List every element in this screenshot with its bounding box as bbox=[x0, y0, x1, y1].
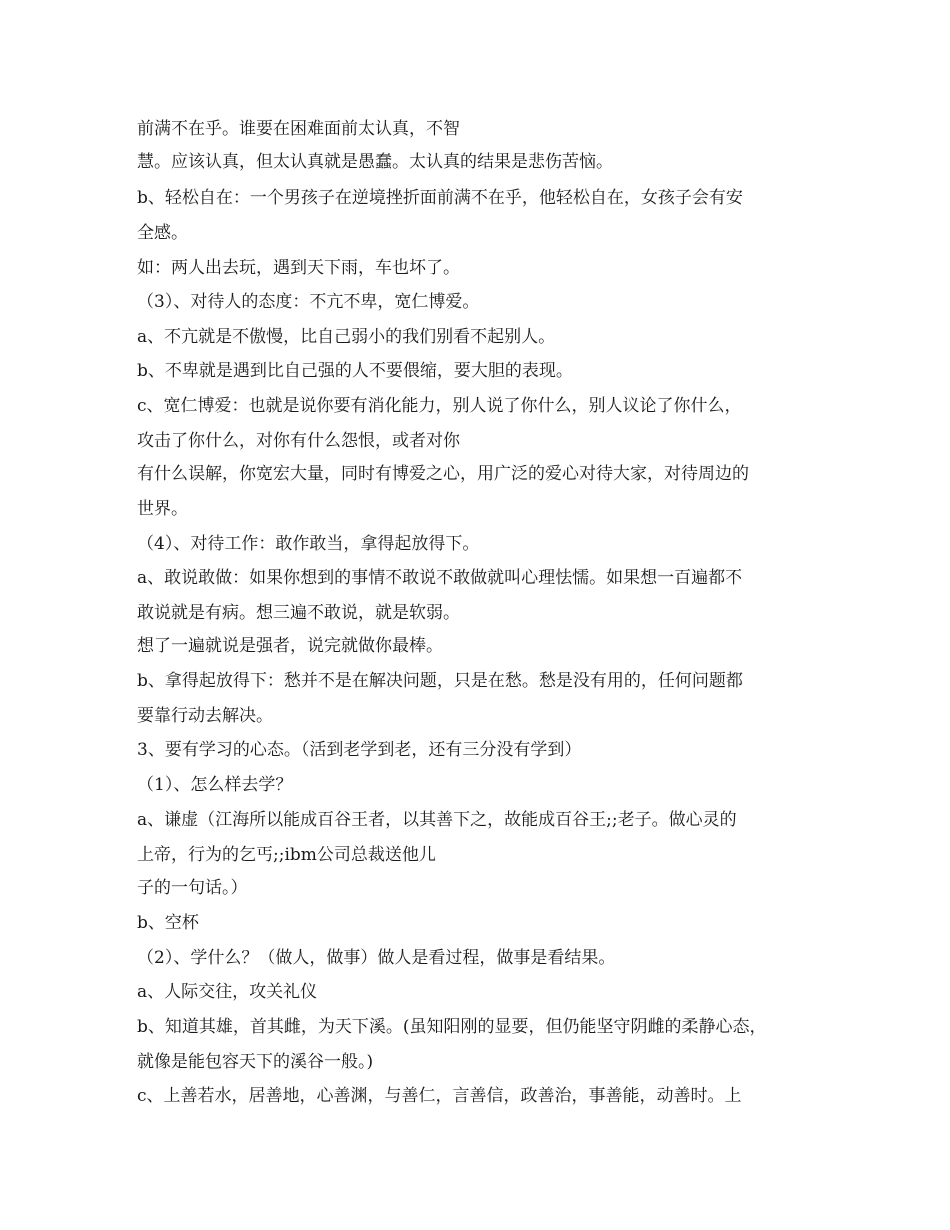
text-line: b、不卑就是遇到比自己强的人不要偎缩，要大胆的表现。 bbox=[137, 361, 573, 381]
text-line: （4）、对待工作：敢作敢当，拿得起放得下。 bbox=[137, 534, 480, 554]
text-line: b、知道其雄，首其雌，为天下溪。(虽知阳刚的显要，但仍能坚守阴雌的柔静心态， bbox=[137, 1017, 767, 1037]
text-line: 3、要有学习的心态。（活到老学到老，还有三分没有学到） bbox=[137, 740, 582, 760]
text-line: 全感。 bbox=[137, 223, 188, 243]
text-line: 有什么误解，你宽宏大量，同时有博爱之心，用广泛的爱心对待大家，对待周边的 bbox=[137, 464, 749, 484]
text-line: c、上善若水，居善地，心善渊，与善仁，言善信，政善治，事善能，动善时。上 bbox=[137, 1086, 742, 1106]
text-line: 慧。应该认真，但太认真就是愚蠢。太认真的结果是悲伤苦恼。 bbox=[137, 152, 613, 172]
text-line: 要靠行动去解决。 bbox=[137, 706, 273, 726]
text-line: b、轻松自在：一个男孩子在逆境挫折面前满不在乎，他轻松自在，女孩子会有安 bbox=[137, 188, 743, 208]
text-line: （3）、对待人的态度：不亢不卑，宽仁博爱。 bbox=[137, 292, 480, 312]
text-line: a、不亢就是不傲慢，比自己弱小的我们别看不起别人。 bbox=[137, 327, 556, 347]
text-line: 如：两人出去玩，遇到天下雨，车也坏了。 bbox=[137, 258, 460, 278]
text-line: b、拿得起放得下：愁并不是在解决问题，只是在愁。愁是没有用的，任何问题都 bbox=[137, 671, 743, 691]
text-line: （1）、怎么样去学？ bbox=[137, 775, 293, 795]
text-line: 敢说就是有病。想三遍不敢说，就是软弱。 bbox=[137, 603, 460, 623]
text-line: a、谦虚（江海所以能成百谷王者，以其善下之，故能成百谷王;;老子。做心灵的 bbox=[137, 810, 737, 830]
text-line: a、敢说敢做：如果你想到的事情不敢说不敢做就叫心理怯懦。如果想一百遍都不 bbox=[137, 568, 743, 588]
text-line: 就像是能包容天下的溪谷一般。) bbox=[137, 1052, 374, 1072]
text-line: 前满不在乎。谁要在困难面前太认真，不智 bbox=[137, 119, 460, 139]
text-line: 世界。 bbox=[137, 499, 188, 519]
text-line: 攻击了你什么，对你有什么怨恨，或者对你 bbox=[137, 431, 460, 451]
text-line: （2）、学什么？（做人，做事）做人是看过程，做事是看结果。 bbox=[137, 948, 616, 968]
text-line: 想了一遍就说是强者，说完就做你最棒。 bbox=[137, 636, 443, 656]
text-line: b、空杯 bbox=[137, 913, 199, 933]
text-line: 子的一句话。） bbox=[137, 878, 248, 898]
text-line: c、宽仁博爱：也就是说你要有消化能力，别人说了你什么，别人议论了你什么， bbox=[137, 396, 742, 416]
text-line: 上帝，行为的乞丐;;ibm公司总裁送他儿 bbox=[137, 845, 436, 865]
text-line: a、人际交往，攻关礼仪 bbox=[137, 982, 318, 1002]
